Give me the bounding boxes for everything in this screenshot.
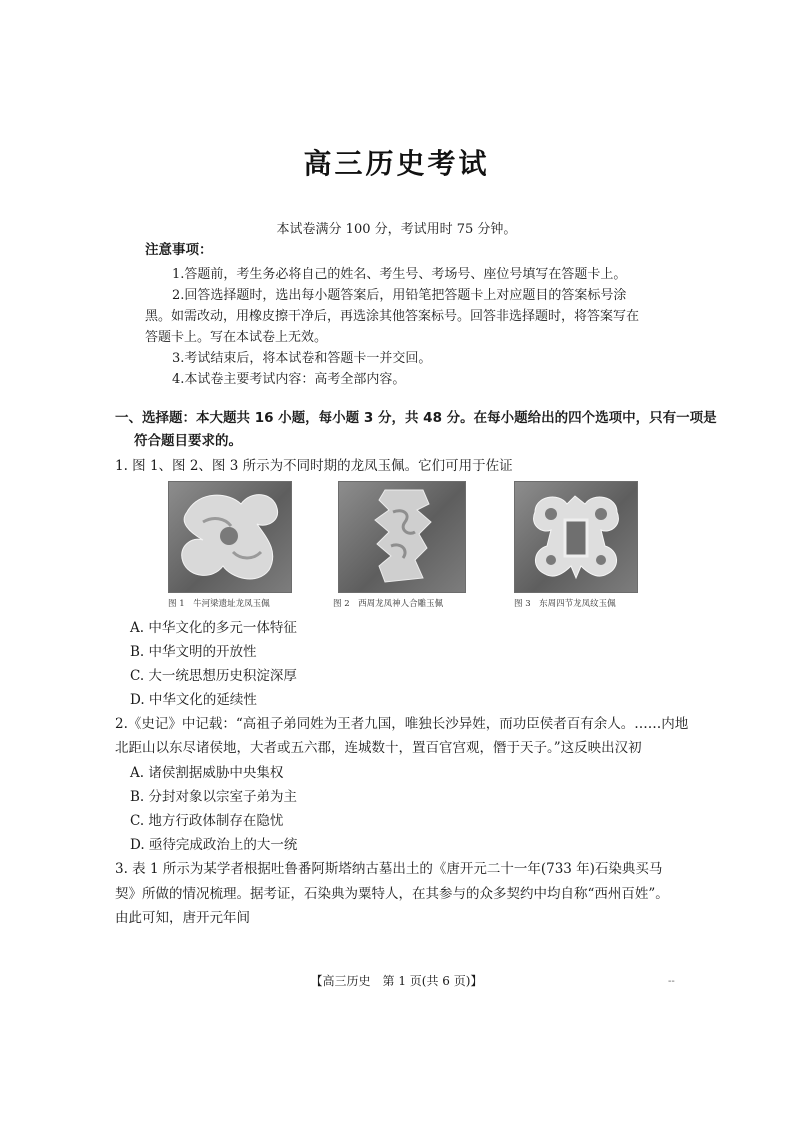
figure-2-caption: 图 2 西周龙凤神人合雕玉佩 — [333, 599, 444, 609]
q1-option-c: C. 大一统思想历史积淀深厚 — [130, 668, 297, 684]
q1-stem: 1. 图 1、图 2、图 3 所示为不同时期的龙凤玉佩。它们可用于佐证 — [115, 458, 513, 474]
q1-option-a: A. 中华文化的多元一体特征 — [130, 620, 297, 636]
section-heading: 一、选择题：本大题共 16 小题，每小题 3 分，共 48 分。在每小题给出的四个选项中，只有一项是 — [115, 410, 717, 426]
section-heading-cont: 符合题目要求的。 — [134, 433, 242, 449]
jade-pendant-figure-image — [338, 481, 466, 593]
notice-line-3: 黑。如需改动，用橡皮擦干净后，再选涂其他答案标号。回答非选择题时，将答案写在 — [145, 309, 640, 324]
page-footer: 【高三历史 第 1 页(共 6 页)】 — [310, 974, 483, 988]
q1-option-b: B. 中华文明的开放性 — [130, 644, 257, 660]
q3-stem-line-3: 由此可知，唐开元年间 — [115, 910, 250, 926]
figure-3-caption: 图 3 东周四节龙凤纹玉佩 — [514, 599, 616, 609]
notice-line-6: 4.本试卷主要考试内容：高考全部内容。 — [172, 372, 406, 387]
q2-option-b: B. 分封对象以宗室子弟为主 — [130, 789, 298, 805]
corner-mark: -- — [668, 976, 675, 987]
figure-1-caption: 图 1 牛河梁遗址龙凤玉佩 — [168, 599, 270, 609]
notice-line-2: 2.回答选择题时，选出每小题答案后，用铅笔把答题卡上对应题目的答案标号涂 — [172, 288, 627, 303]
q2-option-a: A. 诸侯割据威胁中央集权 — [130, 765, 284, 781]
q2-option-d: D. 亟待完成政治上的大一统 — [130, 837, 298, 853]
q3-stem-line-1: 3. 表 1 所示为某学者根据吐鲁番阿斯塔纳古墓出土的《唐开元二十一年(733 年)石染典买马 — [115, 861, 663, 877]
notice-heading: 注意事项： — [145, 242, 213, 258]
q2-stem-line-1: 2.《史记》中记载：“高祖子弟同姓为王者九国，唯独长沙异姓，而功臣侯者百有余人。……内地 — [115, 716, 689, 732]
page-title: 高三历史考试 — [303, 147, 490, 180]
jade-pendant-openwork-image — [514, 481, 638, 593]
notice-line-4: 答题卡上。写在本试卷上无效。 — [145, 330, 328, 345]
notice-line-5: 3.考试结束后，将本试卷和答题卡一并交回。 — [172, 351, 432, 366]
notice-line-1: 1.答题前，考生务必将自己的姓名、考生号、考场号、座位号填写在答题卡上。 — [172, 267, 627, 282]
q2-option-c: C. 地方行政体制存在隐忧 — [130, 813, 284, 829]
q2-stem-line-2: 北距山以东尽诸侯地，大者或五六郡，连城数十，置百官宫观，僭于天子。”这反映出汉初 — [115, 740, 642, 756]
q3-stem-line-2: 契》所做的情况梳理。据考证，石染典为粟特人，在其参与的众多契约中均自称“西州百姓”。 — [115, 886, 669, 902]
exam-intro: 本试卷满分 100 分，考试用时 75 分钟。 — [276, 222, 517, 237]
jade-pendant-dragon-phoenix-image — [168, 481, 292, 593]
q1-option-d: D. 中华文化的延续性 — [130, 692, 257, 708]
